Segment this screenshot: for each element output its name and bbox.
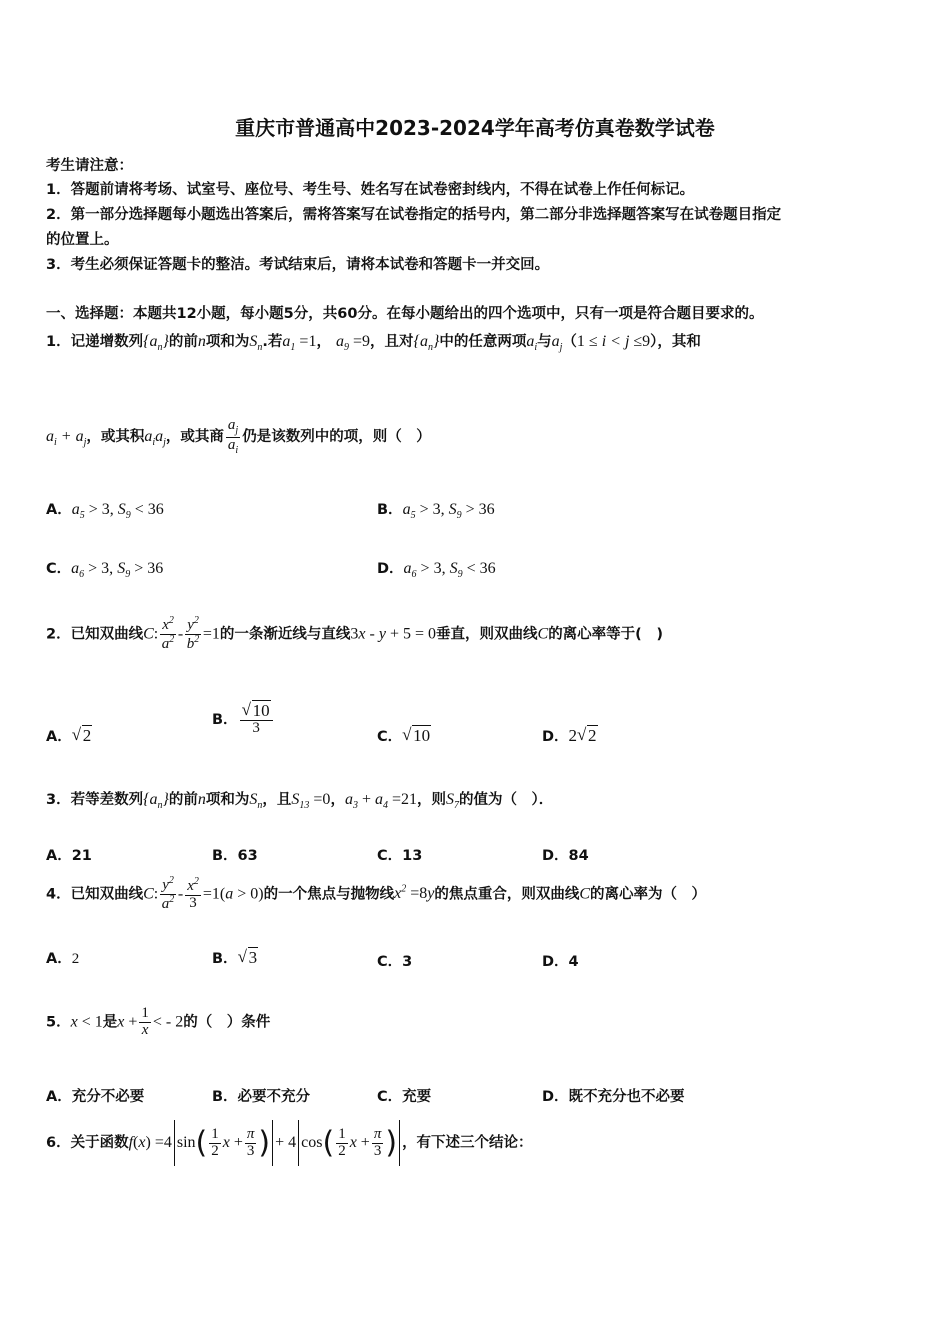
notes-heading: 考生请注意： xyxy=(46,158,133,174)
q1-option-d[interactable]: D．$a_6 > 3$, $S_9 < 36$ xyxy=(377,560,496,581)
q3-option-b[interactable]: B．63 xyxy=(212,848,258,864)
note-2a: 2．第一部分选择题每小题选出答案后，需将答案写在试卷指定的括号内，第二部分非选择题答案写在试卷题目指定 xyxy=(46,207,782,223)
q5-option-a[interactable]: A．充分不必要 xyxy=(46,1089,145,1105)
q4-option-a[interactable]: A．2 xyxy=(46,951,80,967)
question-1-line-2: $a_i + a_j$，或其积$a_ia_j$，或其商 $\frac{a_j}{a_i}$ 仍是该数列中的项，则（ ） xyxy=(46,417,431,456)
q5-option-d[interactable]: D．既不充分也不必要 xyxy=(542,1089,685,1105)
question-5: 5．x < 1是x + $\frac{1}{x}$ < - 2的（ ）条件 xyxy=(46,1005,271,1038)
question-6: 6．关于函数f(x) =4 sin( $\frac{1}{2}$ x + $\frac{\pi}{3}$ ) + 4 cos( $\frac{1}{2}$ x + $\frac{\pi}{3}$ ) ，有下述三个结论： xyxy=(46,1120,533,1166)
q4-option-b[interactable]: B．√ 3 xyxy=(212,947,258,968)
question-3: 3．若等差数列$\{a_n\}$的前n项和为$S_n$，且$S_{13} =0$，$a_3 + a_4 =21$，则$S_7$的值为（ ）． xyxy=(46,791,554,812)
q3-option-a[interactable]: A．21 xyxy=(46,848,92,864)
page-title: 重庆市普通高中2023-2024学年高考仿真卷数学试卷 xyxy=(235,116,715,140)
note-1: 1．答题前请将考场、试室号、座位号、考生号、姓名写在试卷密封线内，不得在试卷上作任何标记。 xyxy=(46,182,695,198)
question-2: 2．已知双曲线C: $\frac{x^2}{a^2}$ - $\frac{y^2}{b^2}$ =1的一条渐近线与直线3x - y + 5 = 0垂直，则双曲线C的离心率等于( ) xyxy=(46,615,663,652)
q2-option-b[interactable]: B． √ $\frac{10}{3}$ xyxy=(212,702,275,737)
question-4: 4．已知双曲线C: $\frac{y^2}{a^2}$ - $\frac{x^2}{3}$ =1(a > 0)的一个焦点与抛物线$x^2 =8y$的焦点重合，则双曲线C的离心率为（ ） xyxy=(46,875,707,912)
q5-option-b[interactable]: B．必要不充分 xyxy=(212,1089,311,1105)
note-2b: 的位置上。 xyxy=(46,232,119,248)
q2-option-c[interactable]: C．√ 10 xyxy=(377,725,431,746)
q3-option-c[interactable]: C．13 xyxy=(377,848,423,864)
q4-option-d[interactable]: D．4 xyxy=(542,954,579,970)
q2-option-d[interactable]: D．2√ 2 xyxy=(542,725,598,746)
q4-option-c[interactable]: C．3 xyxy=(377,954,413,970)
q3-option-d[interactable]: D．84 xyxy=(542,848,589,864)
note-3: 3．考生必须保证答题卡的整洁。考试结束后，请将本试卷和答题卡一并交回。 xyxy=(46,257,550,273)
q5-option-c[interactable]: C．充要 xyxy=(377,1089,432,1105)
section-heading: 一、选择题：本题共12小题，每小题5分，共60分。在每小题给出的四个选项中，只有一项是符合题目要求的。 xyxy=(46,306,764,322)
question-1-line-1: 1．记递增数列$\{a_n\}$的前n项和为$S_n$.若$a_1 =1$， $a_9 =9$，且对$\{a_n\}$中的任意两项$a_i$与$a_j(1 \le i < j \le 9)$，其和 xyxy=(46,333,701,354)
q1-option-a[interactable]: A．$a_5 > 3$, $S_9 < 36$ xyxy=(46,501,164,522)
q2-option-a[interactable]: A．√ 2 xyxy=(46,725,92,746)
q1-option-c[interactable]: C．$a_6 > 3$, $S_9 > 36$ xyxy=(46,560,164,581)
q1-option-b[interactable]: B．$a_5 > 3$, $S_9 > 36$ xyxy=(377,501,495,522)
